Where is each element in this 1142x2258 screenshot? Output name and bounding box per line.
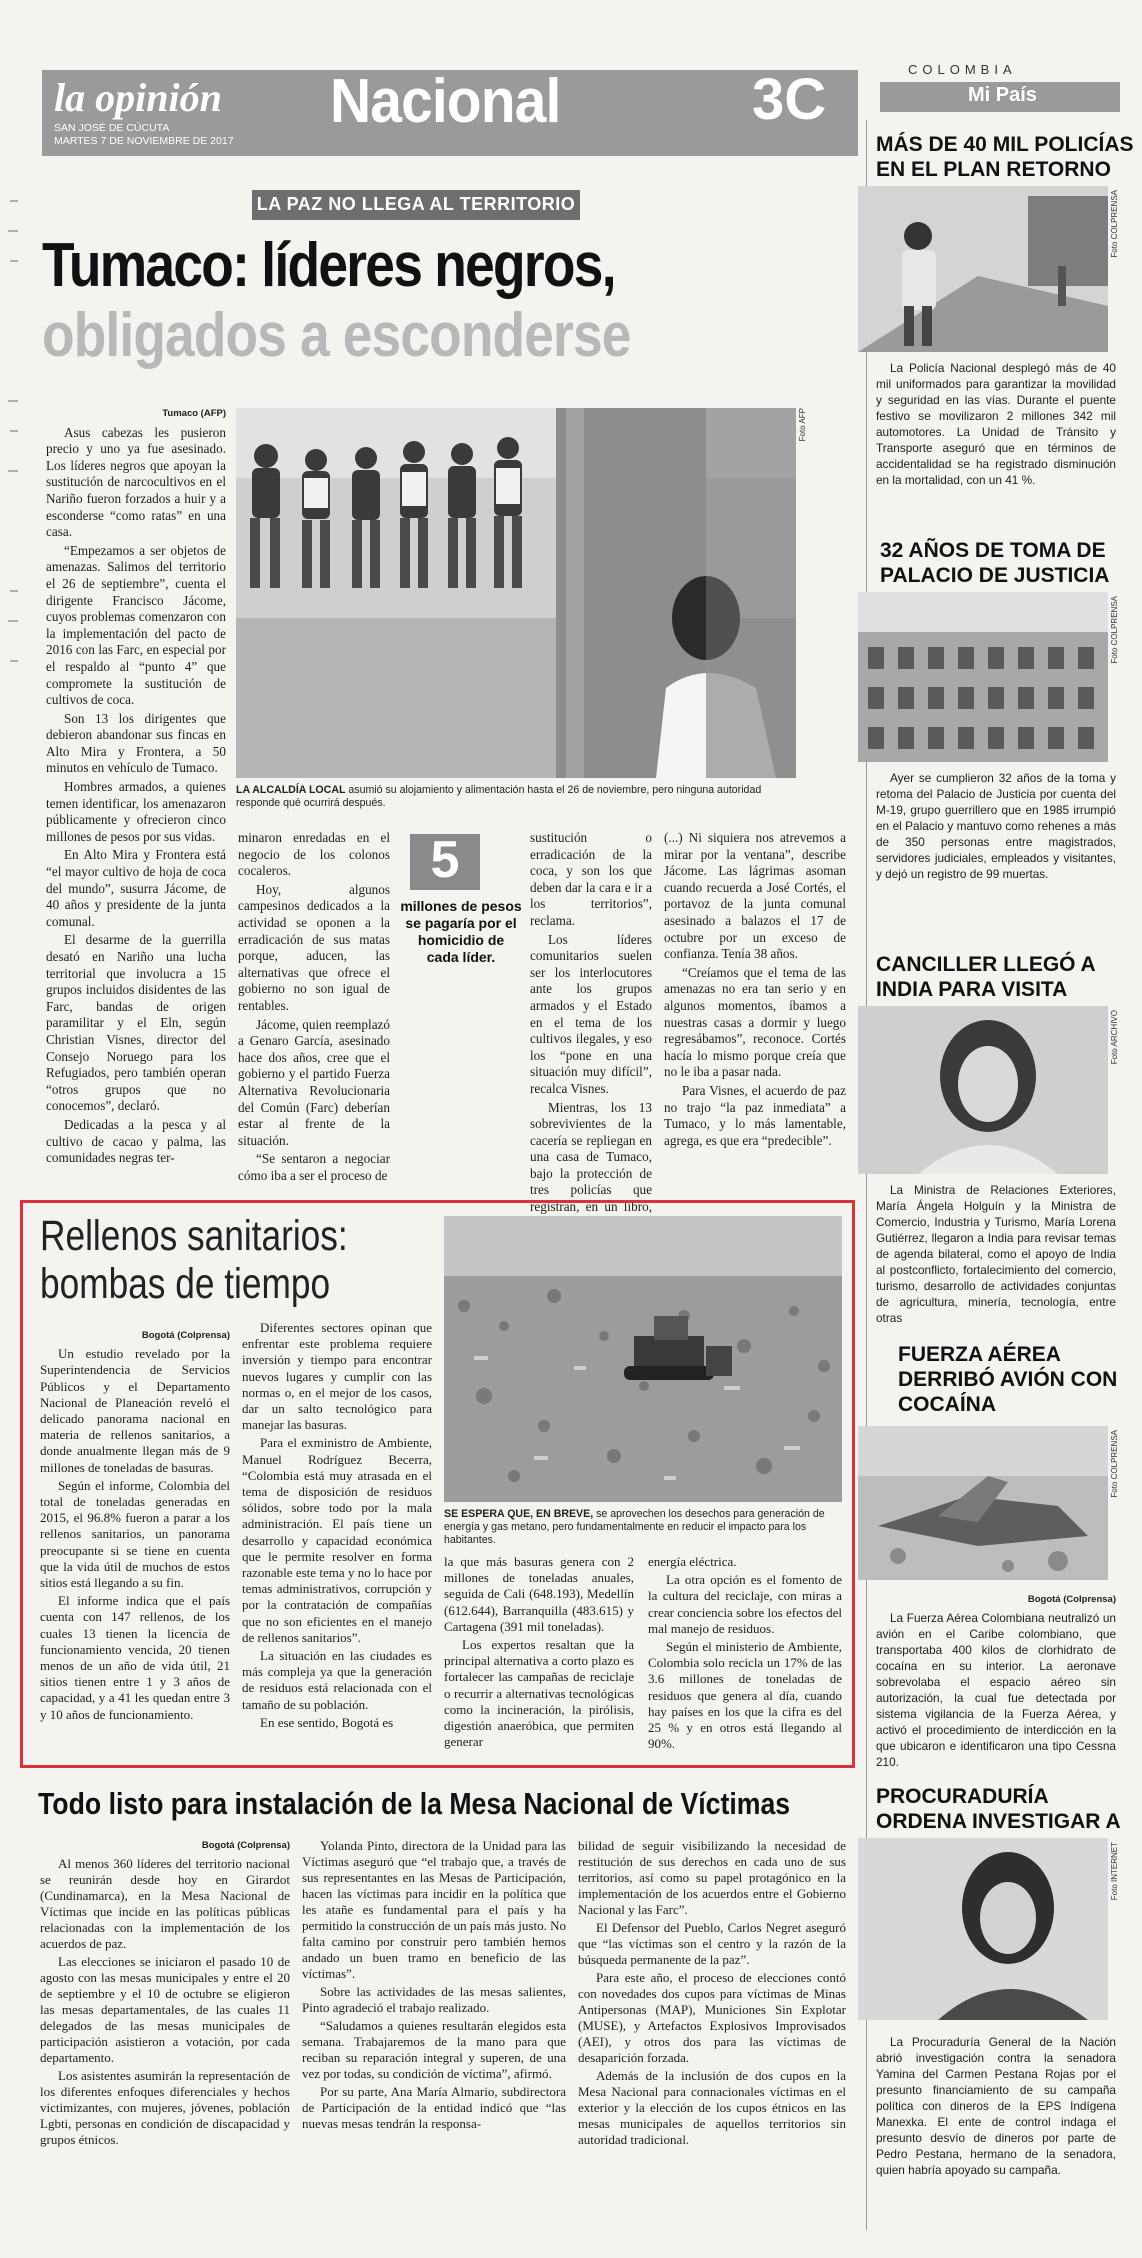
sidebar-paragraph: Ayer se cumplieron 32 años de la toma y retoma del Palacio de Justicia por cuenta del M-19, grupo guerrillero que en 1985 irrumpió en el Palacio y mantuvo como rehenes a más de 350 personas entre magistrados, servidores judiciales, empleados y visitantes, y dejó un registro de 99 muertas. bbox=[876, 771, 1116, 881]
sidebar-paragraph: La Fuerza Aérea Colombiana neutralizó un avión en el Caribe colombiano, que transportaba 400 kilos de clorhidrato de cocaína en su interior. La aeronave sobrevolaba el espacio aéreo sin autorización, la cual fue detectada por sistema vigilancia de la Fuerza Aérea, y activó el procedimiento de interdicción en la que ubicaron e identificaron una tipo Cessna 210. bbox=[876, 1611, 1116, 1769]
stat-text: millones de pesos se pagaría por el homicidio de cada líder. bbox=[400, 898, 522, 965]
rellenos-column-4 bbox=[648, 1554, 842, 1754]
sidebar-text-3 bbox=[876, 1182, 1116, 1326]
landfill-caption-text: se aprovechen los desechos para generación de energía y gas metano, pero fundamentalmente en reducir el impacto para los habitantes. bbox=[444, 1508, 825, 1546]
article-kicker: LA PAZ NO LLEGA AL TERRITORIO bbox=[256, 194, 576, 214]
sidebar-photo-credit-5: Foto INTERNET bbox=[1110, 1842, 1119, 1901]
victimas-paragraph: Sobre las actividades de las mesas salientes, Pinto agradeció el trabajo realizado. bbox=[302, 1984, 566, 2015]
police-photo-illustration bbox=[858, 186, 1108, 352]
landfill-photo-caption bbox=[444, 1508, 842, 1547]
sidebar-text-5 bbox=[876, 2034, 1116, 2178]
main-paragraph: Hombres armados, a quienes temen identificar, los amenazaron públicamente y ofrecieron cinco millones de pesos por sus vidas. bbox=[46, 779, 226, 844]
main-paragraph: Los líderes comunitarios suelen ser los interlocutores ante los grupos armados y el Estado en el tema de los cultivos ilegales, y eso los “pone en una situación muy difícil”, recalca Visnes. bbox=[530, 931, 652, 1096]
main-paragraph: Son 13 los dirigentes que debieron abandonar sus fincas en Alto Mira y Frontera, a 50 minutos en vehículo de Tumaco. bbox=[46, 710, 226, 776]
rellenos-column-2 bbox=[242, 1320, 432, 1733]
main-column-2 bbox=[238, 830, 390, 1186]
palacio-photo-illustration bbox=[858, 592, 1108, 762]
section-title: Nacional bbox=[330, 67, 561, 136]
main-column-4 bbox=[664, 830, 846, 1151]
stat-number: 5 bbox=[430, 831, 460, 889]
rellenos-column-3 bbox=[444, 1554, 634, 1752]
country-subtitle: Mi País bbox=[968, 84, 1037, 106]
dateline bbox=[54, 122, 234, 148]
sidebar-headline-5: PROCURADURÍA ORDENA INVESTIGAR A bbox=[876, 1785, 1120, 1833]
main-column-1 bbox=[46, 406, 226, 1169]
sidebar-paragraph: La Policía Nacional desplegó más de 40 mil uniformados para garantizar la movilidad y seguridad en las vías. Durante el puente festivo se movilizaron 2 millones 342 mil automotores. La Unidad de Tránsito y Transporte aseguró que en términos de accidentalidad se ha registrado disminución en la mortalidad, con un 41 %. bbox=[876, 361, 1116, 487]
rellenos-headline-line1: Rellenos sanitarios: bbox=[40, 1212, 348, 1260]
rellenos-paragraph: La otra opción es el fomento de la cultura del reciclaje, con miras a crear conciencia sobre los efectos del mal manejo de residuos. bbox=[648, 1572, 842, 1636]
rellenos-headline bbox=[40, 1212, 348, 1308]
landfill-photo-illustration bbox=[444, 1216, 842, 1502]
sidebar-text-1 bbox=[876, 360, 1116, 488]
sidebar-text-4 bbox=[876, 1592, 1116, 1770]
sidebar-headline-3: CANCILLER LLEGÓ A INDIA PARA VISITA bbox=[876, 953, 1095, 1001]
tumaco-photo-illustration bbox=[236, 408, 796, 778]
scan-edge-marks bbox=[4, 190, 26, 690]
rellenos-byline: Bogotá (Colprensa) bbox=[141, 1330, 230, 1341]
sidebar-headline-1: MÁS DE 40 MIL POLICÍAS EN EL PLAN RETORNO bbox=[876, 133, 1134, 181]
main-paragraph: (...) Ni siquiera nos atrevemos a mirar por la ventana”, describe Jácome. Las lágrimas asoman cuando recuerda a José Cortés, el portavoz de la junta comunal asesinado a balazos el 17 de octubre por un exceso de confianza. Tenía 38 años. bbox=[664, 830, 846, 962]
main-paragraph: “Creíamos que el tema de las amenazas no era tan serio y en algunos momentos, íbamos a nuestras casas a dormir y luego regresábamos”, reconoce. Cortés hacía lo mismo porque creía que no le iba a pasar nada. bbox=[664, 964, 846, 1080]
victimas-paragraph: Para este año, el proceso de elecciones contó con novedades dos cupos para víctimas de Minas Antipersonas (MAP), Municiones Sin Explotar (MUSE), y Artefactos Explosivos Improvisados (AEI), y otros dos para las víctimas de desaparición forzada. bbox=[578, 1970, 846, 2065]
main-caption-text: asumió su alojamiento y alimentación hasta el 26 de noviembre, pero ninguna autoridad responde qué ocurrirá después. bbox=[236, 784, 762, 809]
sidebar-photo-credit-4: Foto COLPRENSA bbox=[1110, 1430, 1119, 1498]
main-paragraph: Asus cabezas les pusieron precio y uno ya fue asesinado. Los líderes negros que apoyan la sustitución de narcocultivos en el Nariño fueron forzados a huir y a esconderse “como ratas” en una casa. bbox=[46, 424, 226, 540]
rellenos-paragraph: Según el informe, Colombia del total de toneladas generadas en 2015, el 96.8% fueron a parar a los rellenos sanitarios, un panorama preocupante si se tiene en cuenta que la vida útil de muchos de estos sitios está llegando a su fin. bbox=[40, 1477, 230, 1591]
sidebar-headline-2: 32 AÑOS DE TOMA DE PALACIO DE JUSTICIA bbox=[880, 539, 1110, 587]
main-paragraph: sustitución o erradicación de la coca, y son los que deben dar la cara e ir a los territorios”, reclama. bbox=[530, 830, 652, 928]
avion-photo-illustration bbox=[858, 1426, 1108, 1580]
landfill-caption-lead: SE ESPERA QUE, EN BREVE, bbox=[444, 1508, 594, 1520]
article-headline-line1: Tumaco: líderes negros, bbox=[42, 231, 615, 300]
sidebar-photo-palacio bbox=[858, 592, 1108, 762]
main-paragraph: Dedicadas a la pesca y al cultivo de cacao y palma, las comunidades negras ter- bbox=[46, 1116, 226, 1166]
sidebar-text-2 bbox=[876, 770, 1116, 882]
main-paragraph: Hoy, algunos campesinos dedicados a la actividad se oponen a la erradicación de sus matas porque, aducen, las alternativas que ofrece el gobierno no son igual de rentables. bbox=[238, 881, 390, 1013]
main-photo-credit: Foto AFP bbox=[798, 408, 807, 442]
senadora-photo-illustration bbox=[858, 1838, 1108, 2020]
sidebar-photo-police bbox=[858, 186, 1108, 352]
country-label: COLOMBIA bbox=[908, 62, 1017, 77]
rellenos-paragraph: Para el exministro de Ambiente, Manuel Rodríguez Becerra, “Colombia está muy atrasada en el tema de disposición de residuos sólidos, sobre todo por la mala administración. El país tiene un desarrollo y capacidad económica que le permite resolver en forma razonable este tema y no lo hace por temas administrativos, corrupción y por la contratación de compañías que no son eficientes en el manejo de rellenos sanitarios”. bbox=[242, 1435, 432, 1645]
main-caption-lead: LA ALCALDÍA LOCAL bbox=[236, 784, 346, 796]
main-byline: Tumaco (AFP) bbox=[162, 408, 226, 419]
rellenos-paragraph: energía eléctrica. bbox=[648, 1554, 737, 1569]
rellenos-paragraph: En ese sentido, Bogotá es bbox=[260, 1714, 394, 1730]
sidebar-paragraph: La Ministra de Relaciones Exteriores, María Ángela Holguín y la Ministra de Comercio, Industria y Turismo, María Lorena Gutiérrez, llegaron a India para revisar temas de agenda bilateral, como el apoyo de India al postconflicto, fortalecimiento del comercio, turismo, desarrollo de actividades conjuntas de agricultura, minería, tecnología, entre otras bbox=[876, 1183, 1116, 1325]
sidebar-photo-avion bbox=[858, 1426, 1108, 1580]
sidebar-headline-4: FUERZA AÉREA DERRIBÓ AVIÓN CON COCAÍNA bbox=[898, 1343, 1118, 1416]
victimas-column-3 bbox=[578, 1838, 846, 2150]
tumaco-photo bbox=[236, 408, 796, 778]
main-paragraph: “Se sentaron a negociar cómo iba a ser el proceso de bbox=[238, 1151, 390, 1183]
main-paragraph: El desarme de la guerrilla desató en Nariño una lucha territorial que involucra a 15 grupos incluidos disidentes de las Farc, bandas de origen paramilitar y el Eln, según Christian Visnes, director del Consejo Noruego para los Refugiados, pero también operan “otros grupos que no conocemos”, declaró. bbox=[46, 932, 226, 1114]
rellenos-paragraph: El informe indica que el país cuenta con 147 rellenos, de los cuales 13 tienen la licencia de funcionamiento vencida, 20 tienen menos de un año de vida útil, 21 sitios tienen entre 1 y 3 años de capacidad, y a 41 les quedan entre 3 y 10 años de funcionamiento. bbox=[40, 1593, 230, 1722]
main-paragraph: Mientras, los 13 sobrevivientes de la cacería se repliegan en una casa de Tumaco, bajo la protección de tres policías que registran, en un libro, bbox=[530, 1099, 652, 1215]
victimas-column-2 bbox=[302, 1838, 566, 2134]
main-paragraph: En Alto Mira y Frontera está “el mayor cultivo de hoja de coca del mundo”, susurra Jácome, de 40 años y presidente de la junta comunal. bbox=[46, 847, 226, 929]
landfill-photo bbox=[444, 1216, 842, 1502]
rellenos-headline-line2: bombas de tiempo bbox=[40, 1260, 331, 1308]
main-paragraph: Para Visnes, el acuerdo de paz no trajo “la paz inmediata” a Tumaco, y lo más lamentable, agrega, es que era “predecible”. bbox=[664, 1082, 846, 1148]
rellenos-paragraph: Un estudio revelado por la Superintendencia de Servicios Públicos y el Departamento Nacional de Planeación reveló el delicado panorama nacional en materia de rellenos sanitarios, a donde anualmente llegan más de 9 millones de toneladas de basuras. bbox=[40, 1346, 230, 1475]
newspaper-logo: la opinión bbox=[54, 75, 222, 120]
sidebar-photo-credit-1: Foto COLPRENSA bbox=[1110, 190, 1119, 258]
sidebar-paragraph: La Procuraduría General de la Nación abrió investigación contra la senadora Yamina del Carmen Pestana Rojas por el presunto financiamiento de su campaña política con dineros de la EPS Indígena Manexka. El ente de control indaga el presunto desvío de dineros por parte de Pedro Pestana, hermano de la senadora, quien habría apoyado su campaña. bbox=[876, 2035, 1116, 2177]
main-paragraph: Jácome, quien reemplazó a Genaro García, asesinado hace dos años, cree que el gobierno y el partido Fuerza Alternativa Revolucionaria del Común (Farc) deberían estar al frente de la situación. bbox=[238, 1016, 390, 1148]
page-number: 3C bbox=[752, 67, 827, 132]
victimas-paragraph: Por su parte, Ana María Almario, subdirectora de Participación de la entidad indicó que “las nuevas mesas tendrán la responsa- bbox=[302, 2084, 566, 2131]
sidebar-photo-canciller bbox=[858, 1006, 1108, 1174]
rellenos-paragraph: la que más basuras genera con 2 millones de toneladas anuales, seguida de Cali (648.193), Medellín (612.644), Barranquilla (483.615) y Cartagena (391 mil toneladas). bbox=[444, 1554, 634, 1634]
victimas-headline: Todo listo para instalación de la Mesa Nacional de Víctimas bbox=[38, 1786, 791, 1821]
sidebar-byline-4: Bogotá (Colprensa) bbox=[1027, 1594, 1116, 1605]
canciller-photo-illustration bbox=[858, 1006, 1108, 1174]
rellenos-paragraph: Según el ministerio de Ambiente, Colombia solo recicla un 17% de las 3.6 millones de toneladas de residuos que genera al día, cuando hay países en los que la cifra es del 25 % y en otros está llegando al 90%. bbox=[648, 1639, 842, 1752]
main-photo-caption bbox=[236, 784, 796, 810]
sidebar-photo-credit-3: Foto ARCHIVO bbox=[1110, 1010, 1119, 1065]
victimas-paragraph: Al menos 360 líderes del territorio nacional se reunirán desde hoy en Girardot (Cundinamarca), en la Mesa Nacional de Víctimas que incide en las políticas públicas relacionadas con la implementación de los acuerdos de paz. bbox=[40, 1856, 290, 1951]
victimas-byline: Bogotá (Colprensa) bbox=[201, 1840, 290, 1851]
victimas-paragraph: bilidad de seguir visibilizando la necesidad de restitución de sus derechos en cada uno de sus territorios, así como su papel protagónico en la implementación de los acuerdos entre el Gobierno Nacional y las Farc”. bbox=[578, 1838, 846, 1917]
victimas-column-1 bbox=[40, 1838, 290, 2150]
rellenos-paragraph: Los expertos resaltan que la principal alternativa a corto plazo es fortalecer las campañas de reciclaje o recurrir a alternativas tecnológicas como la incineración, la pirólisis, digestión anaeróbica, que permiten generar bbox=[444, 1637, 634, 1750]
main-paragraph: “Empezamos a ser objetos de amenazas. Salimos del territorio el 26 de septiembre”, cuenta el dirigente Francisco Jácome, cuyos problemas comenzaron con la implementación del pacto de 2016 con las Farc, en especial por el respaldo al “punto 4” que compromete la sustitución de cultivos de coca. bbox=[46, 542, 226, 708]
victimas-paragraph: Las elecciones se iniciaron el pasado 10 de agosto con las mesas municipales y entre el 20 de septiembre y el 10 de octubre se eligieron las mesas departamentales, de las cuales 11 delegados de las mesas municipales de participación asistieron a votación, por cada departamento. bbox=[40, 1954, 290, 2065]
article-headline-line2: obligados a esconderse bbox=[42, 301, 631, 370]
rellenos-column-1 bbox=[40, 1328, 230, 1725]
rellenos-paragraph: Diferentes sectores opinan que enfrentar este problema requiere inversión y tiempo para encontrar nuevos lugares y cumplir con las normas o, en el mejor de los casos, dar un salto tecnológico para manejar las basuras. bbox=[242, 1320, 432, 1433]
sidebar-photo-credit-2: Foto COLPRENSA bbox=[1110, 596, 1119, 664]
victimas-paragraph: “Saludamos a quienes resultarán elegidos esta semana. Trabajaremos de la mano para que reciban su reparación integral y superen, de una vez por todas, su condición de víctima”, afirmó. bbox=[302, 2018, 566, 2081]
main-paragraph: minaron enredadas en el negocio de los colonos cocaleros. bbox=[238, 830, 390, 879]
victimas-paragraph: Yolanda Pinto, directora de la Unidad para las Víctimas aseguró que “el trabajo que, a través de sus representantes en las Mesas de Participación, hacen las víctimas para incidir en la política que les atañe es fundamental para el país y ha permitido la construcción de un país más justo. No falta camino por construir pero también hemos andado un buen tramo en beneficio de las víctimas”. bbox=[302, 1838, 566, 1981]
sidebar-photo-senadora bbox=[858, 1838, 1108, 2020]
dateline-date: MARTES 7 DE NOVIEMBRE DE 2017 bbox=[54, 135, 234, 147]
victimas-paragraph: El Defensor del Pueblo, Carlos Negret aseguró que “las víctimas son el centro y la razón de la búsqueda permanente de la paz”. bbox=[578, 1920, 846, 1967]
victimas-paragraph: Los asistentes asumirán la representación de los diferentes enfoques diferenciales y hechos victimizantes, con mujeres, jóvenes, población Lgbti, personas en condición de discapacidad y grupos étnicos. bbox=[40, 2068, 290, 2147]
rellenos-paragraph: La situación en las ciudades es más compleja ya que la generación de residuos está relacionada con el tamaño de su población. bbox=[242, 1648, 432, 1712]
victimas-paragraph: Además de la inclusión de dos cupos en la Mesa Nacional para connacionales víctimas en el exterior y la elección de los cupos étnicos en las mesas municipales de aquellos territorios sin autoridad tradicional. bbox=[578, 2068, 846, 2147]
dateline-city: SAN JOSÉ DE CÚCUTA bbox=[54, 122, 170, 134]
